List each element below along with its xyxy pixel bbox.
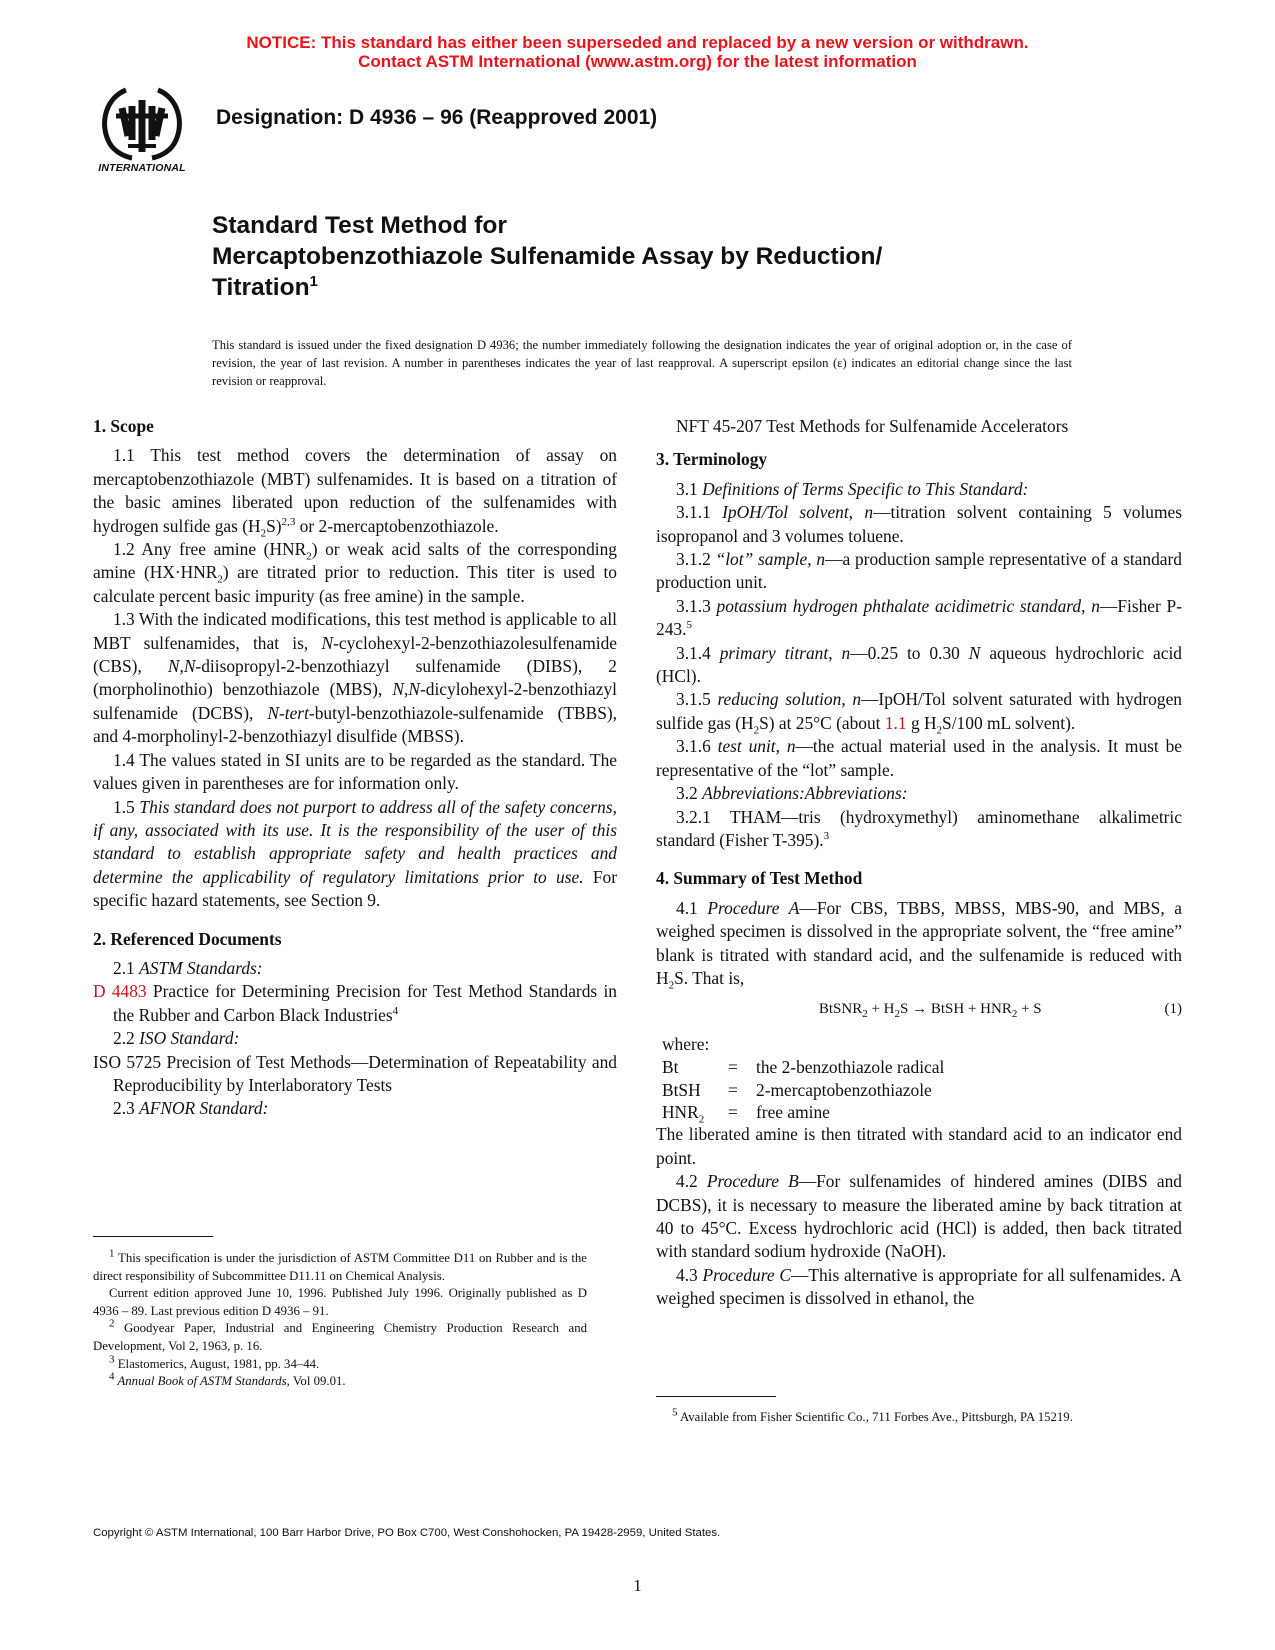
definition-row (662, 1101, 1188, 1123)
title-footnote-mark: 1 (309, 272, 318, 290)
right-column (656, 415, 1182, 1311)
copyright-line: Copyright © ASTM International, 100 Barr Harbor Drive, PO Box C700, West Conshohocken, PA 19428-2959, United States. (93, 1527, 721, 1539)
section-3-1-5: 3.1.5 reducing solution, n—IpOH/Tol solvent saturated with hydrogen sulfide gas $(H_2S)$ at 25°C (about 1.1 g $H_2S/100$ mL solvent). (656, 689, 1182, 737)
footnote-4: $^4$ Annual Book of ASTM Standards, Vol 09.01. (109, 1370, 346, 1389)
d4483-link[interactable]: D 4483 (93, 981, 147, 1002)
definition-equals: = (728, 1079, 738, 1100)
section-2-2: 2.2 ISO Standard: (113, 1028, 240, 1049)
footnotes-right (656, 1406, 1182, 1427)
section-4-3: 4.3 Procedure C—This alternative is appropriate for all sulfenamides. A weighed specimen is dissolved in ethanol, the (656, 1264, 1182, 1309)
section-1-4: 1.4 The values stated in SI units are to be regarded as the standard. The values given in parentheses are for information only. (93, 749, 617, 794)
section-3-1-2: 3.1.2 “lot” sample, n—a production sample representative of a standard production unit. (656, 549, 1182, 593)
equation-1 (656, 998, 1182, 1021)
definition-equals: = (728, 1101, 738, 1122)
issued-note: This standard is issued under the fixed designation D 4936; the number immediately following the designation indicates the year of original adoption or, in the case of revision, the year of last revision. A number in parentheses indicates the year of last reapproval. A superscript epsilon (ε) indicates an editorial change since the last revision or reapproval. (212, 338, 1072, 388)
footnote-rule-right (656, 1396, 776, 1397)
definition-row (662, 1056, 1188, 1078)
astm-logo (92, 86, 192, 178)
footnote-rule-left (93, 1236, 213, 1237)
footnote-1: $^1$ This specification is under the jurisdiction of ASTM Committee D11 on Rubber and is the direct responsibility of Subcommittee D11.11 on Chemical Analysis. (93, 1247, 587, 1283)
title-line-1: Standard Test Method for (212, 212, 507, 239)
liberated-amine-note: The liberated amine is then titrated with standard acid to an indicator end point. (656, 1124, 1182, 1168)
section-4-2: 4.2 Procedure B—For sulfenamides of hindered amines (DIBS and DCBS), it is necessary to measure the liberated amine by back titration at 40 to 45°C. Excess hydrochloric acid (HCl) is added, then back titrated with standard sodium hydroxide (NaOH). (656, 1171, 1182, 1262)
referenced-documents-heading: 2. Referenced Documents (93, 928, 282, 949)
section-3-2-1: 3.2.1 THAM—tris (hydroxymethyl) aminomethane alkalimetric standard (Fisher T-395).$^3$ (656, 806, 1182, 850)
title-line-2: Mercaptobenzothiazole Sulfenamide Assay by Reduction/ (212, 243, 883, 270)
where-label: where: (662, 1033, 710, 1054)
definition-symbol: BtSH (662, 1079, 701, 1100)
equation-number: (1) (1164, 1001, 1182, 1018)
ref-d4483: D 4483 Practice for Determining Precision for Test Method Standards in the Rubber and Carbon Black Industries$^4$ (93, 981, 617, 1025)
section-1-1: 1.1 This test method covers the determination of assay on mercaptobenzothiazole (MBT) sulfenamides. It is based on a titration of the basic amines liberated upon reduction of the sulfenamides with hydrogen sulfide gas $(H_2S)^{2,3}$ or 2-mercaptobenzothiazole. (93, 445, 617, 540)
logo-wordmark: INTERNATIONAL (98, 162, 186, 174)
section-4-1: 4.1 Procedure A—For CBS, TBBS, MBSS, MBS-90, and MBS, a weighed specimen is dissolved in the appropriate solvent, the “free amine” blank is titrated with standard acid, and the sulfenamide is reduced with $H_2S$. That is, (656, 897, 1183, 992)
withdrawal-notice (0, 33, 1275, 71)
section-3-1-4: 3.1.4 primary titrant, n—0.25 to 0.30 N aqueous hydrochloric acid (HCl). (656, 642, 1183, 687)
section-1-2: 1.2 Any free amine $(HNR_2)$ or weak acid salts of the corresponding amine $(HX\cdot HNR_2)$ are titrated prior to reduction. This titer is used to calculate percent basic impurity (as free amine) in the sample. (93, 539, 618, 606)
section-1-3: 1.3 With the indicated modifications, this test method is applicable to all MBT sulfenamides, that is, N-cyclohexyl-2-benzothiazolesulfenamide (CBS), N,N-diisopropyl-2-benzothiazyl sulfenamide (DIBS), 2 (morpholinothio) benzothiazole (MBS), N,N-dicylohexyl-2-benzothiazyl sulfenamide (DCBS), N-tert-butyl-benzothiazole-sulfenamide (TBBS), and 4-morpholinyl-2-benzothiazyl disulfide (MBSS). (93, 609, 618, 747)
section-2-1: 2.1 ASTM Standards: (113, 957, 263, 978)
definition-row (662, 1079, 1188, 1101)
footnote-3: $^3$ Elastomerics, August, 1981, pp. 34–44. (109, 1353, 320, 1371)
page-title (212, 210, 1112, 303)
left-column (93, 415, 617, 1121)
equation-body: BtSNR$_2$ + $H_2S$ → BtSH + $HNR_2 + S$ (818, 1001, 1042, 1021)
scope-heading: 1. Scope (93, 416, 154, 436)
footnotes-left (93, 1247, 587, 1391)
definition-text: 2-mercaptobenzothiazole (756, 1079, 932, 1100)
definition-symbol: $HNR_2$ (662, 1101, 705, 1126)
title-line-3: Titration$^1$ (212, 272, 318, 301)
symbol-definitions (662, 1056, 1188, 1126)
footnote-2: $^2$ Goodyear Paper, Industrial and Engineering Chemistry Production Research and Development, Vol 2, 1963, p. 16. (93, 1318, 587, 1353)
terminology-heading: 3. Terminology (656, 449, 768, 470)
section-3-2: 3.2 Abbreviations:Abbreviations: (676, 783, 908, 804)
section-1-5: 1.5 This standard does not purport to address all of the safety concerns, if any, associated with its use. It is the responsibility of the user of this standard to establish appropriate safety and health practices and determine the applicability of regulatory limitations prior to use. For specific hazard statements, see Section 9. (93, 796, 617, 911)
notice-line-1: NOTICE: This standard has either been superseded and replaced by a new version or withdrawn. (246, 33, 1029, 52)
definition-symbol: Bt (662, 1057, 679, 1078)
footnote-1-edition: Current edition approved June 10, 1996. Published July 1996. Originally published as D 4936 – 89. Last previous edition D 4936 – 91. (93, 1286, 587, 1318)
definition-equals: = (728, 1057, 738, 1078)
section-3-1-1: 3.1.1 IpOH/Tol solvent, n—titration solvent containing 5 volumes isopropanol and 3 volumes toluene. (656, 502, 1182, 546)
ref-nft-45-207: NFT 45-207 Test Methods for Sulfenamide Accelerators (676, 416, 1069, 436)
section-3-1-6: 3.1.6 test unit, n—the actual material used in the analysis. It must be representative of the “lot” sample. (656, 736, 1182, 780)
link-1-1[interactable]: 1.1 (884, 712, 907, 733)
ref-iso-5725: ISO 5725 Precision of Test Methods—Determination of Repeatability and Reproducibility by Interlaboratory Tests (93, 1051, 617, 1095)
section-3-1-3: 3.1.3 potassium hydrogen phthalate acidimetric standard, n—Fisher P-243.$^5$ (656, 595, 1182, 640)
section-2-3: 2.3 AFNOR Standard: (113, 1098, 269, 1119)
designation: Designation: D 4936 – 96 (Reapproved 2001) (216, 106, 658, 129)
notice-line-2: Contact ASTM International (www.astm.org) for the latest information (358, 52, 917, 71)
summary-heading: 4. Summary of Test Method (656, 868, 863, 889)
definition-text: the 2-benzothiazole radical (756, 1057, 945, 1078)
footnote-5: $^5$ Available from Fisher Scientific Co., 711 Forbes Ave., Pittsburgh, PA 15219. (672, 1406, 1073, 1424)
section-3-1: 3.1 Definitions of Terms Specific to This Standard: (676, 478, 1029, 499)
page-number: 1 (633, 1576, 642, 1595)
definition-text: free amine (756, 1101, 830, 1122)
